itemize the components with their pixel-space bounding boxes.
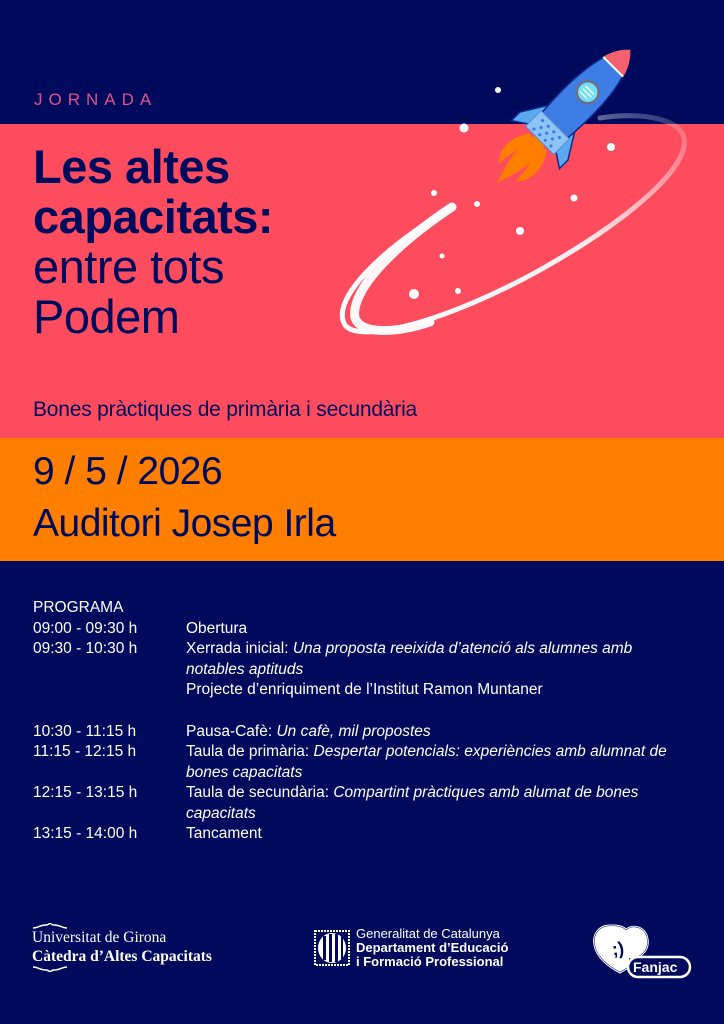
program-description xyxy=(186,619,691,640)
program-talk-title: Un cafè, mil propostes xyxy=(276,722,431,740)
program-time: 11:15 - 12:15 h xyxy=(33,743,137,760)
program-talk-title: Compartint pràctiques amb alumat de bones capacitats xyxy=(186,784,639,822)
program-item xyxy=(33,639,691,701)
program-label: Taula de primària: xyxy=(186,743,314,760)
title-line-1: Les altes xyxy=(33,140,230,193)
program-label: Taula de secundària: xyxy=(186,784,334,801)
program-extra: Projecte d’enriquiment de l’Institut Ramon Muntaner xyxy=(186,681,543,698)
svg-text:Fanjac: Fanjac xyxy=(633,959,678,975)
title-line-3: entre tots xyxy=(33,240,224,293)
program-item xyxy=(33,722,691,743)
program-talk-title: Despertar potencials: experiències amb alumnat de bones capacitats xyxy=(186,743,667,781)
title-line-2: capacitats: xyxy=(33,190,274,243)
program-heading: PROGRAMA xyxy=(33,599,124,616)
program-time: 12:15 - 13:15 h xyxy=(33,784,138,801)
program-item xyxy=(33,824,691,845)
sponsor-logos xyxy=(0,915,724,985)
generalitat-name: Generalitat de Catalunya xyxy=(356,926,500,941)
program-item xyxy=(33,742,691,783)
department-name-1: Departament d’Educació xyxy=(356,940,509,955)
program-description xyxy=(186,742,691,783)
generalitat-logo xyxy=(314,927,508,969)
program-time: 09:30 - 10:30 h xyxy=(33,640,138,657)
program-description xyxy=(186,639,691,701)
program-label: Tancament xyxy=(186,825,262,842)
title-line-4: Podem xyxy=(33,290,180,343)
udg-name: Universitat de Girona xyxy=(32,929,167,946)
program-item xyxy=(33,619,691,640)
page-title xyxy=(33,142,273,342)
program-description xyxy=(186,722,691,743)
event-date: 9 / 5 / 2026 xyxy=(33,450,223,493)
brace-bottom-icon xyxy=(32,966,68,972)
event-type-label: JORNADA xyxy=(34,90,158,109)
program-schedule xyxy=(33,598,691,845)
program-description xyxy=(186,824,691,845)
program-time: 09:00 - 09:30 h xyxy=(33,619,138,637)
fanjac-heart-icon xyxy=(590,921,700,981)
event-venue: Auditori Josep Irla xyxy=(33,502,336,545)
program-item xyxy=(33,783,691,824)
program-time: 13:15 - 14:00 h xyxy=(33,825,138,842)
program-label: Obertura xyxy=(186,619,248,637)
subtitle: Bones pràctiques de primària i secundària xyxy=(33,398,418,421)
program-time: 10:30 - 11:15 h xyxy=(33,722,137,740)
program-label: Xerrada inicial: xyxy=(186,640,293,657)
fanjac-logo xyxy=(590,921,700,986)
udg-logo xyxy=(32,923,212,972)
department-name-2: i Formació Professional xyxy=(356,954,504,969)
program-label: Pausa-Cafè: xyxy=(186,722,277,740)
program-talk-title: Una proposta reeixida d’atenció als alumnes amb notables aptituds xyxy=(186,640,633,678)
generalitat-emblem-icon xyxy=(314,930,350,966)
program-description xyxy=(186,783,691,824)
udg-chair: Càtedra d’Altes Capacitats xyxy=(32,948,212,965)
svg-text:;): ;) xyxy=(610,937,626,960)
